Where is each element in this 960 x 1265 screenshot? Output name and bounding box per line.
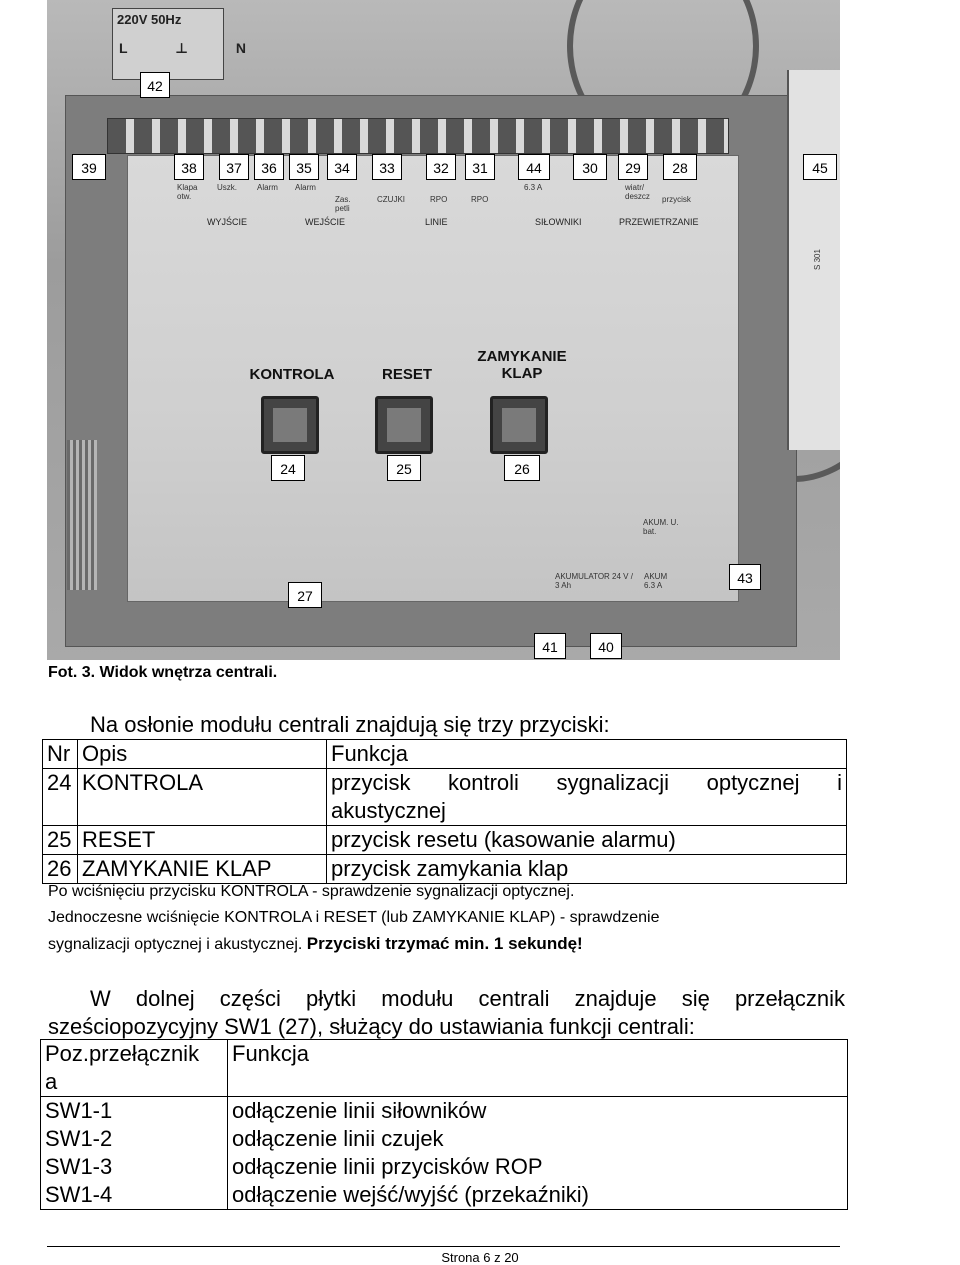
kontrola-button[interactable] <box>261 396 319 454</box>
label-uszk: Uszk. <box>217 183 237 192</box>
table-header-row <box>43 740 847 769</box>
label-akumulator: AKUMULATOR 24 V / 3 Ah <box>555 572 633 590</box>
callout-45: 45 <box>803 154 837 180</box>
breaker-label: S 301 <box>812 249 822 270</box>
label-rpo-2: RPO <box>471 195 489 204</box>
terminal-block <box>107 118 729 154</box>
cell-funkcja: przycisk kontroli sygnalizacji optycznej i akustycznej <box>327 769 847 826</box>
callout-30: 30 <box>573 154 607 180</box>
callout-41: 41 <box>534 633 566 659</box>
photo-caption: Fot. 3. Widok wnętrza centrali. <box>48 664 278 681</box>
header-nr: Nr <box>43 740 78 769</box>
note-warning: Przyciski trzymać min. 1 sekundę! <box>306 934 583 953</box>
cell-funkcja: odłączenie linii przycisków ROP <box>228 1153 848 1181</box>
label-akum-fuse: AKUM 6.3 A <box>644 572 668 590</box>
switch-paragraph-line2: sześciopozycyjny SW1 (27), służący do ustawiania funkcji centrali: <box>48 1014 695 1039</box>
label-rpo-1: RPO <box>430 195 448 204</box>
cell-nr: 25 <box>43 826 78 855</box>
note-kontrola: Po wciśnięciu przycisku KONTROLA - sprawdzenie sygnalizacji optycznej. <box>48 883 575 900</box>
callout-37: 37 <box>219 154 249 180</box>
cell-funkcja: odłączenie linii czujek <box>228 1125 848 1153</box>
label-zas-petli: Zas. petli <box>335 195 351 213</box>
cell-opis: RESET <box>78 826 327 855</box>
ribbon-cable <box>67 440 97 590</box>
label-czujki: CZUJKI <box>377 195 405 204</box>
kontrola-button-label: KONTROLA <box>249 366 335 383</box>
cell-poz: SW1-4 <box>41 1181 228 1210</box>
callout-35: 35 <box>289 154 319 180</box>
callout-29: 29 <box>618 154 648 180</box>
section-przewietrzanie: PRZEWIETRZANIE <box>619 217 699 227</box>
note-sygnalizacji-text: sygnalizacji optycznej i akustycznej. <box>48 936 303 953</box>
label-alarm-2: Alarm <box>295 183 316 192</box>
device-photo <box>47 0 840 660</box>
section-silowniki: SIŁOWNIKI <box>535 217 582 227</box>
callout-42: 42 <box>140 72 170 98</box>
callout-33: 33 <box>372 154 402 180</box>
label-fuse: 6.3 A <box>524 183 543 192</box>
table-row <box>41 1181 848 1210</box>
callout-40: 40 <box>590 633 622 659</box>
section-linie: LINIE <box>425 217 448 227</box>
note-sygnalizacji <box>48 931 583 958</box>
cell-poz: SW1-2 <box>41 1125 228 1153</box>
callout-27: 27 <box>288 582 322 608</box>
label-klapa: Klapa otw. <box>177 183 198 201</box>
table-row <box>41 1097 848 1126</box>
header-funkcja: Funkcja <box>327 740 847 769</box>
page-number: Strona 6 z 20 <box>441 1250 519 1265</box>
header-opis: Opis <box>78 740 327 769</box>
header-poz: Poz.przełącznik a <box>41 1040 228 1097</box>
callout-26: 26 <box>504 455 540 481</box>
table-header-row <box>41 1040 848 1097</box>
psu-voltage-label: 220V 50Hz <box>117 12 182 27</box>
label-przycisk: przycisk <box>662 195 691 204</box>
switch-paragraph-line1: W dolnej części płytki modułu centrali znajduje się przełącznik <box>90 986 845 1011</box>
buttons-table <box>42 739 847 884</box>
intro-paragraph: Na osłonie modułu centrali znajdują się trzy przyciski: <box>90 712 610 737</box>
table-row <box>41 1125 848 1153</box>
switch-table <box>40 1039 848 1210</box>
label-alarm-1: Alarm <box>257 183 278 192</box>
callout-43: 43 <box>729 564 761 590</box>
cell-funkcja: odłączenie linii siłowników <box>228 1097 848 1126</box>
cell-funkcja: odłączenie wejść/wyjść (przekaźniki) <box>228 1181 848 1210</box>
cell-nr: 26 <box>43 855 78 884</box>
zamykanie-button-label: ZAMYKANIE KLAP <box>477 348 567 382</box>
label-akum-bat: AKUM. U. bat. <box>643 518 679 536</box>
reset-button[interactable] <box>375 396 433 454</box>
zamykanie-klap-button[interactable] <box>490 396 548 454</box>
label-wiatr: wiatr/ deszcz <box>625 183 650 201</box>
callout-28: 28 <box>663 154 697 180</box>
callout-44: 44 <box>518 154 550 180</box>
table-row <box>41 1153 848 1181</box>
cell-opis: KONTROLA <box>78 769 327 826</box>
cell-poz: SW1-3 <box>41 1153 228 1181</box>
cell-funkcja: przycisk zamykania klap <box>327 855 847 884</box>
footer-rule <box>47 1246 840 1247</box>
cell-nr: 24 <box>43 769 78 826</box>
note-jednoczesne: Jednoczesne wciśnięcie KONTROLA i RESET (lub ZAMYKANIE KLAP) - sprawdzenie <box>48 909 660 926</box>
callout-36: 36 <box>254 154 284 180</box>
reset-button-label: RESET <box>381 366 432 383</box>
cell-opis: ZAMYKANIE KLAP <box>78 855 327 884</box>
psu-terminal-label: L ⊥ N <box>119 40 268 56</box>
header-funkcja: Funkcja <box>228 1040 848 1097</box>
cell-funkcja-cont: akustycznej <box>331 798 446 823</box>
callout-38: 38 <box>174 154 204 180</box>
callout-24: 24 <box>271 455 305 481</box>
cell-poz: SW1-1 <box>41 1097 228 1126</box>
section-wyjscie: WYJŚCIE <box>207 217 248 227</box>
section-wejscie: WEJŚCIE <box>305 217 346 227</box>
cell-funkcja: przycisk resetu (kasowanie alarmu) <box>327 826 847 855</box>
callout-32: 32 <box>426 154 456 180</box>
table-row <box>43 769 847 826</box>
callout-25: 25 <box>387 455 421 481</box>
callout-39: 39 <box>72 154 106 180</box>
callout-34: 34 <box>327 154 357 180</box>
table-row <box>43 826 847 855</box>
callout-31: 31 <box>465 154 495 180</box>
